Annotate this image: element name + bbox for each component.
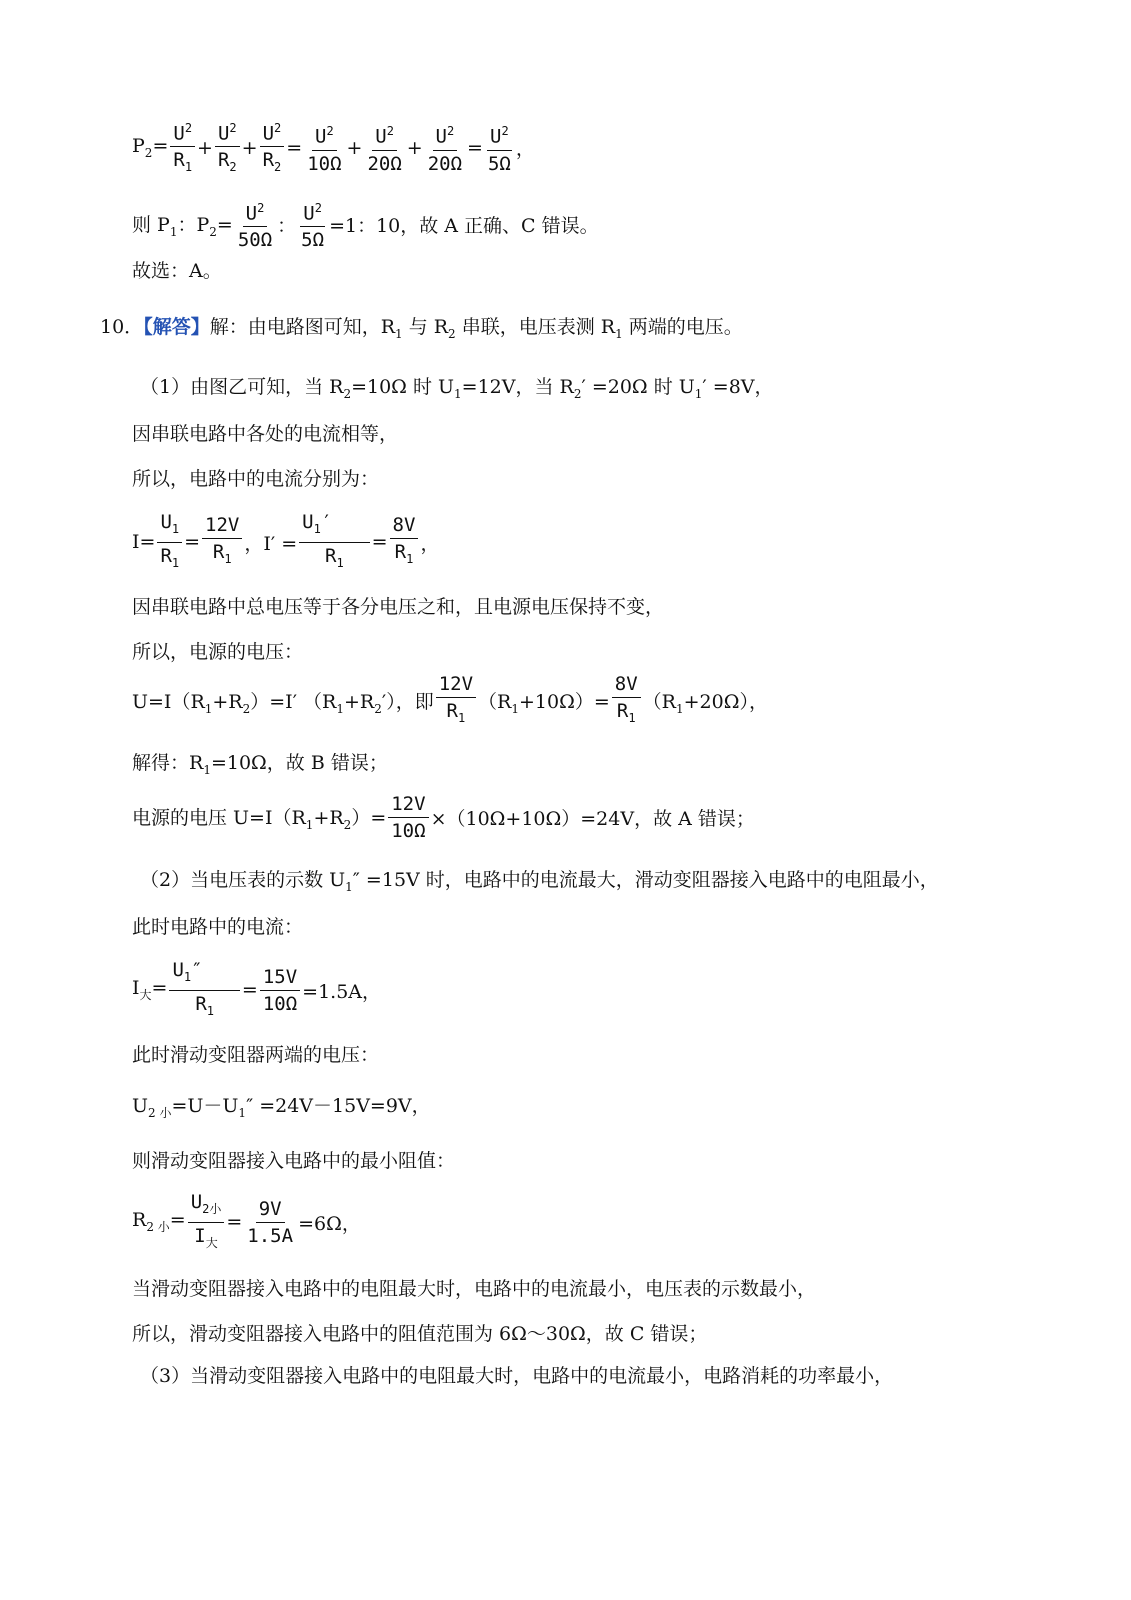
fraction: $\frac{U^2}{10\Omega}$ bbox=[304, 119, 344, 175]
text-line: 此时滑动变阻器两端的电压： bbox=[132, 1044, 380, 1066]
text-line: 因串联电路中总电压等于各分电压之和，且电源电压保持不变， bbox=[132, 596, 665, 618]
fraction: $\frac{12V}{10\Omega}$ bbox=[388, 792, 428, 843]
part-1-line: （1）由图乙可知，当 $R_2=10\Omega$ 时 $U_1=12V$，当 $R_2' =20\Omega$ 时 $U_1' =8V$， bbox=[140, 376, 774, 401]
fraction: $\frac{U_{2小}}{I_大}$ bbox=[188, 1190, 225, 1255]
text-line: 因串联电路中各处的电流相等， bbox=[132, 423, 399, 445]
equation-current: I= $\frac{U_1}{R_1}$ = $\frac{12V}{R_1}$ ，I′ = $\frac{U_1'}{R_1}$ = $\frac{8V}{R_1}$ ， bbox=[132, 510, 439, 575]
fraction: $\frac{U^2}{50\Omega}$ bbox=[235, 196, 275, 252]
fraction: $\frac{9V}{1.5A}$ bbox=[247, 1197, 294, 1247]
part-2-line: （2）当电压表的示数 $U_1'' =15V$ 时，电路中的电流最大，滑动变阻器接入电路中的电阻最小， bbox=[140, 869, 939, 894]
fraction: $\frac{U_1'}{R_1}$ bbox=[299, 510, 369, 575]
fraction: $\frac{8V}{R_1}$ bbox=[390, 513, 419, 571]
fraction: $\frac{8V}{R_1}$ bbox=[612, 672, 641, 730]
fraction: $\frac{U^2}{5\Omega}$ bbox=[298, 196, 327, 252]
equation-source-voltage: 电源的电压 $U=I(R_1+R_2)=$ $\frac{12V}{10\Omega}$ ×（10Ω+10Ω）=24V，故 A 错误； bbox=[132, 793, 755, 842]
text-line: 则滑动变阻器接入电路中的最小阻值： bbox=[132, 1150, 456, 1172]
solution-tag: 【解答】 bbox=[143, 316, 210, 338]
fraction: $\frac{U^2}{R_2}$ bbox=[260, 116, 285, 179]
fraction: $\frac{U^2}{R_1}$ bbox=[170, 116, 195, 179]
fraction: $\frac{12V}{R_1}$ bbox=[202, 513, 242, 571]
fraction: $\frac{U^2}{5\Omega}$ bbox=[485, 119, 514, 175]
fraction: $\frac{12V}{R_1}$ bbox=[436, 672, 476, 730]
equation-ratio: 则 $P_1$：$P_2=$ $\frac{U^2}{50\Omega}$ ： $\frac{U^2}{5\Omega}$ =1：10，故 A 正确、C 错误。 bbox=[132, 196, 599, 252]
fraction: $\frac{U^2}{20\Omega}$ bbox=[364, 119, 404, 175]
answer-line: 故选：A。 bbox=[132, 260, 222, 282]
part-3-line: （3）当滑动变阻器接入电路中的电阻最大时，电路中的电流最小，电路消耗的功率最小， bbox=[140, 1365, 894, 1387]
equation-max-current: $I_大=$ $\frac{U_1''}{R_1}$ = $\frac{15V}{10\Omega}$ =1.5A， bbox=[132, 958, 381, 1023]
solution-header: 10．【解答】解：由电路图可知，$R_1$ 与 $R_2$ 串联，电压表测 $R_1$ 两端的电压。 bbox=[100, 316, 743, 341]
equation-voltage: $U=I(R_1+R_2)=I'$ $(R_1+R_2')$，即 $\frac{12V}{R_1}$ $(R_1+10\Omega)=$ $\frac{8V}{R_1}$ $(R_1+20\Omega)$， bbox=[132, 672, 768, 730]
fraction: $\frac{15V}{10\Omega}$ bbox=[260, 965, 300, 1016]
fraction: $\frac{U_1}{R_1}$ bbox=[157, 510, 182, 575]
text-line: 当滑动变阻器接入电路中的电阻最大时，电路中的电流最小，电压表的示数最小， bbox=[132, 1278, 817, 1300]
text-line: 此时电路中的电流： bbox=[132, 916, 304, 938]
equation-min-resistance: $R_{2 小}=$ $\frac{U_{2小}}{I_大}$ = $\frac{9V}{1.5A}$ =6Ω， bbox=[132, 1190, 361, 1255]
equation-p2: $P_2=$ $\frac{U^2}{R_1}$ + $\frac{U^2}{R_2}$ + $\frac{U^2}{R_2}$ = $\frac{U^2}{10\Omega}$ + $\frac{U^2}{20\Omega}$ + $\frac{U^2}{20\Omega}$ = $\frac{U^2}{5\Omega}$ ， bbox=[132, 116, 535, 179]
text-line: 所以，滑动变阻器接入电路中的阻值范围为 6Ω～30Ω，故 C 错误； bbox=[132, 1323, 708, 1345]
fraction: $\frac{U^2}{R_2}$ bbox=[215, 116, 240, 179]
text-line: 解得：$R_1=10\Omega$，故 B 错误； bbox=[132, 752, 388, 777]
text-line: 所以，电源的电压： bbox=[132, 641, 304, 663]
text-line: 所以，电路中的电流分别为： bbox=[132, 468, 380, 490]
equation-u2: $U_{2 小}=U-U_1'' =24V-15V=9V$， bbox=[132, 1095, 431, 1120]
fraction: $\frac{U_1''}{R_1}$ bbox=[169, 958, 239, 1023]
fraction: $\frac{U^2}{20\Omega}$ bbox=[425, 119, 465, 175]
